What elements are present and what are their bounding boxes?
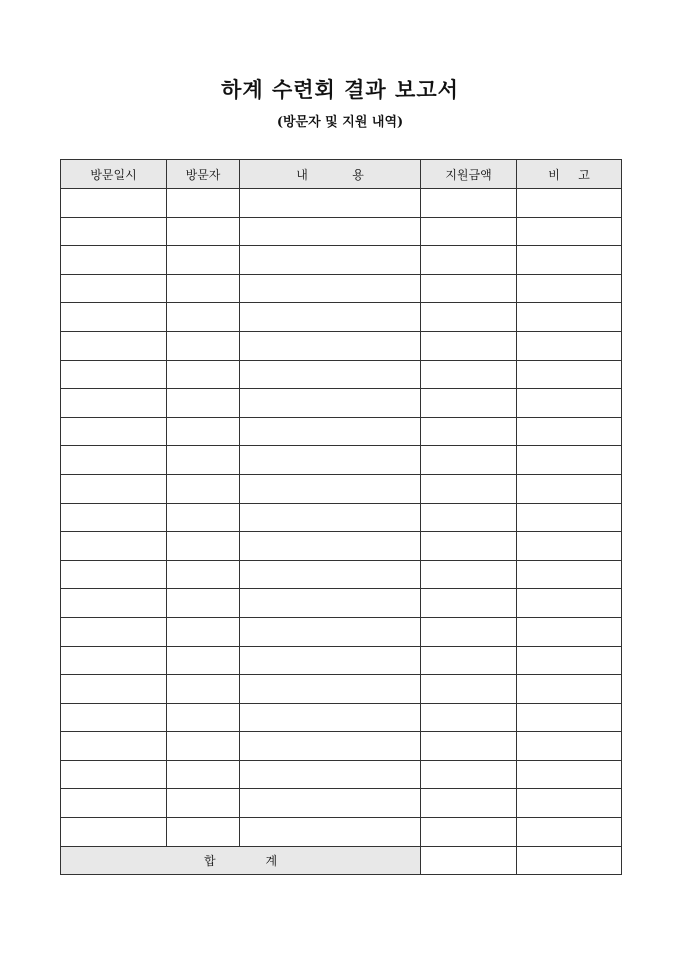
content-cell — [240, 360, 421, 389]
support-amount-cell — [421, 789, 517, 818]
remarks-cell — [517, 760, 622, 789]
visit-datetime-cell — [61, 446, 167, 475]
column-header-remarks-part-2: 고 — [578, 167, 590, 182]
remarks-cell — [517, 474, 622, 503]
table-row — [61, 503, 622, 532]
support-amount-cell — [421, 189, 517, 218]
table-row — [61, 389, 622, 418]
visit-datetime-cell — [61, 389, 167, 418]
visit-datetime-cell — [61, 303, 167, 332]
visit-datetime-cell — [61, 732, 167, 761]
support-amount-cell — [421, 675, 517, 704]
content-cell — [240, 675, 421, 704]
visit-datetime-cell — [61, 246, 167, 275]
support-amount-cell — [421, 503, 517, 532]
visitor-cell — [167, 675, 240, 704]
support-amount-cell — [421, 703, 517, 732]
content-cell — [240, 532, 421, 561]
support-amount-cell — [421, 246, 517, 275]
table-row — [61, 189, 622, 218]
visitor-cell — [167, 331, 240, 360]
content-cell — [240, 589, 421, 618]
table-row — [61, 274, 622, 303]
visitor-cell — [167, 417, 240, 446]
visit-datetime-cell — [61, 760, 167, 789]
content-cell — [240, 646, 421, 675]
visit-datetime-cell — [61, 274, 167, 303]
visitor-cell — [167, 646, 240, 675]
remarks-cell — [517, 360, 622, 389]
column-header-visit-datetime: 방문일시 — [61, 160, 167, 189]
visitor-cell — [167, 732, 240, 761]
visit-datetime-cell — [61, 217, 167, 246]
visitor-cell — [167, 503, 240, 532]
support-amount-cell — [421, 446, 517, 475]
support-amount-cell — [421, 589, 517, 618]
column-header-content-part-2: 용 — [352, 167, 364, 182]
visit-datetime-cell — [61, 617, 167, 646]
visit-datetime-cell — [61, 560, 167, 589]
total-label-cell — [61, 846, 421, 875]
column-header-remarks — [517, 160, 622, 189]
remarks-cell — [517, 389, 622, 418]
table-row — [61, 446, 622, 475]
content-cell — [240, 189, 421, 218]
visit-datetime-cell — [61, 789, 167, 818]
visit-datetime-cell — [61, 503, 167, 532]
visit-datetime-cell — [61, 360, 167, 389]
column-header-remarks-part-1: 비 — [548, 167, 560, 182]
table-row — [61, 703, 622, 732]
table-row — [61, 589, 622, 618]
support-amount-cell — [421, 217, 517, 246]
content-cell — [240, 417, 421, 446]
visit-datetime-cell — [61, 331, 167, 360]
document-title: 하계 수련회 결과 보고서 — [221, 77, 459, 102]
table-row — [61, 818, 622, 847]
visitor-cell — [167, 446, 240, 475]
support-amount-cell — [421, 360, 517, 389]
content-cell — [240, 818, 421, 847]
total-row — [61, 846, 622, 875]
content-cell — [240, 389, 421, 418]
visitor-cell — [167, 560, 240, 589]
visitor-cell — [167, 189, 240, 218]
content-cell — [240, 789, 421, 818]
table-row — [61, 560, 622, 589]
visit-datetime-cell — [61, 532, 167, 561]
column-header-visitor: 방문자 — [167, 160, 240, 189]
visitor-cell — [167, 703, 240, 732]
visit-datetime-cell — [61, 818, 167, 847]
visitor-cell — [167, 246, 240, 275]
table-row — [61, 360, 622, 389]
content-cell — [240, 760, 421, 789]
document-subtitle: (방문자 및 지원 내역) — [276, 115, 404, 130]
remarks-cell — [517, 189, 622, 218]
total-support-amount-cell — [421, 846, 517, 875]
visitor-cell — [167, 760, 240, 789]
content-cell — [240, 474, 421, 503]
visit-datetime-cell — [61, 417, 167, 446]
support-amount-cell — [421, 417, 517, 446]
remarks-cell — [517, 217, 622, 246]
visitor-cell — [167, 789, 240, 818]
support-amount-cell — [421, 532, 517, 561]
visit-datetime-cell — [61, 474, 167, 503]
support-amount-cell — [421, 389, 517, 418]
support-amount-cell — [421, 760, 517, 789]
total-remarks-cell — [517, 846, 622, 875]
visitor-cell — [167, 274, 240, 303]
remarks-cell — [517, 303, 622, 332]
remarks-cell — [517, 703, 622, 732]
support-amount-cell — [421, 732, 517, 761]
report-table — [60, 159, 622, 875]
visit-datetime-cell — [61, 589, 167, 618]
support-amount-cell — [421, 818, 517, 847]
header-row — [61, 160, 622, 189]
table-row — [61, 217, 622, 246]
remarks-cell — [517, 532, 622, 561]
content-cell — [240, 560, 421, 589]
total-label-part-2: 계 — [265, 853, 278, 868]
content-cell — [240, 303, 421, 332]
visitor-cell — [167, 389, 240, 418]
content-cell — [240, 732, 421, 761]
table-row — [61, 617, 622, 646]
visitor-cell — [167, 818, 240, 847]
content-cell — [240, 217, 421, 246]
visit-datetime-cell — [61, 646, 167, 675]
table-row — [61, 675, 622, 704]
content-cell — [240, 703, 421, 732]
table-row — [61, 646, 622, 675]
support-amount-cell — [421, 274, 517, 303]
support-amount-cell — [421, 331, 517, 360]
remarks-cell — [517, 417, 622, 446]
visitor-cell — [167, 303, 240, 332]
support-amount-cell — [421, 617, 517, 646]
table-row — [61, 760, 622, 789]
column-header-support-amount: 지원금액 — [421, 160, 517, 189]
table-row — [61, 532, 622, 561]
remarks-cell — [517, 589, 622, 618]
visitor-cell — [167, 617, 240, 646]
remarks-cell — [517, 560, 622, 589]
table-row — [61, 417, 622, 446]
content-cell — [240, 503, 421, 532]
table-row — [61, 474, 622, 503]
visit-datetime-cell — [61, 703, 167, 732]
remarks-cell — [517, 617, 622, 646]
table-row — [61, 246, 622, 275]
table-row — [61, 732, 622, 761]
column-header-content-part-1: 내 — [296, 167, 308, 182]
content-cell — [240, 331, 421, 360]
total-label-part-1: 합 — [203, 853, 216, 868]
remarks-cell — [517, 503, 622, 532]
remarks-cell — [517, 789, 622, 818]
visitor-cell — [167, 360, 240, 389]
table-row — [61, 789, 622, 818]
content-cell — [240, 446, 421, 475]
visit-datetime-cell — [61, 189, 167, 218]
column-header-content — [240, 160, 421, 189]
content-cell — [240, 274, 421, 303]
visitor-cell — [167, 474, 240, 503]
remarks-cell — [517, 732, 622, 761]
remarks-cell — [517, 331, 622, 360]
remarks-cell — [517, 818, 622, 847]
table-row — [61, 303, 622, 332]
visitor-cell — [167, 532, 240, 561]
table-body — [61, 189, 622, 847]
support-amount-cell — [421, 560, 517, 589]
visit-datetime-cell — [61, 675, 167, 704]
support-amount-cell — [421, 646, 517, 675]
remarks-cell — [517, 246, 622, 275]
content-cell — [240, 246, 421, 275]
support-amount-cell — [421, 303, 517, 332]
content-cell — [240, 617, 421, 646]
support-amount-cell — [421, 474, 517, 503]
visitor-cell — [167, 217, 240, 246]
remarks-cell — [517, 446, 622, 475]
remarks-cell — [517, 675, 622, 704]
remarks-cell — [517, 274, 622, 303]
visitor-cell — [167, 589, 240, 618]
remarks-cell — [517, 646, 622, 675]
table-row — [61, 331, 622, 360]
